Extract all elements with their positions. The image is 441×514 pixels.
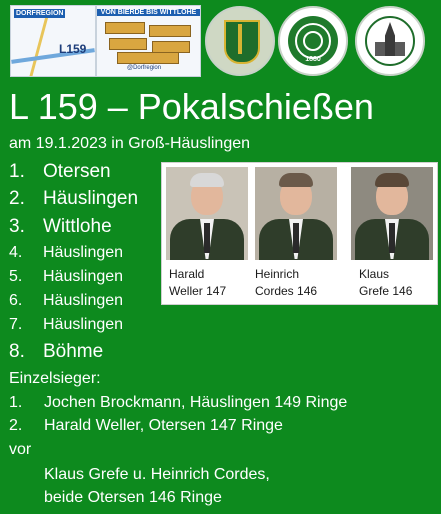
- individual-rank-number: 1.: [9, 394, 23, 411]
- ranking-item: [9, 316, 123, 334]
- rank-number: 4.: [9, 244, 23, 261]
- club-crest-wittlohe: [355, 6, 425, 76]
- rifle-icon: [238, 24, 242, 54]
- ranking-item: [9, 188, 138, 210]
- ranking-item: [9, 244, 123, 262]
- individual-heading: Einzelsieger:: [9, 370, 101, 387]
- photo-klaus-grefe: [351, 167, 433, 260]
- photo-tie: [204, 223, 210, 253]
- caption-first-name: Heinrich: [255, 267, 300, 281]
- signpost-sign: [117, 52, 179, 64]
- individual-second-place: Harald Weller, Otersen 147 Ringe: [44, 417, 283, 434]
- dorfregion-map-logo: [10, 5, 96, 77]
- club-crest-otersen: [278, 6, 348, 76]
- rank-number: 2.: [9, 188, 25, 209]
- rank-team: Häuslingen: [43, 188, 139, 209]
- signpost-sign: [109, 38, 147, 50]
- photo-caption: [169, 266, 226, 300]
- facebook-handle: @Dorfregion: [127, 65, 162, 71]
- club-crest-haeuslingen: [205, 6, 275, 76]
- photo-heinrich-cordes: [255, 167, 337, 260]
- rank-team: Häuslingen: [43, 292, 124, 309]
- rank-number: 8.: [9, 341, 25, 362]
- shield-icon: [224, 20, 260, 64]
- individual-first-place: Jochen Brockmann, Häuslingen 149 Ringe: [44, 394, 348, 411]
- caption-first-name: Harald: [169, 267, 205, 281]
- rank-number: 1.: [9, 161, 25, 182]
- photo-hair: [375, 173, 409, 187]
- photo-tie: [293, 223, 299, 253]
- photo-caption: [255, 266, 317, 300]
- rank-team: Böhme: [43, 341, 104, 362]
- banner-text: VON BIERDE BIS WITTLOHE: [97, 9, 200, 16]
- caption-name-score: Grefe 146: [359, 284, 413, 298]
- rank-team: Wittlohe: [43, 216, 112, 237]
- club-year: 1880: [305, 56, 321, 63]
- rank-number: 7.: [9, 316, 23, 333]
- dorfregion-label: DORFREGION: [16, 10, 64, 17]
- rank-team: Häuslingen: [43, 244, 124, 261]
- ranking-item: [9, 292, 123, 310]
- photo-hair: [190, 173, 224, 187]
- rank-team: Häuslingen: [43, 268, 124, 285]
- individual-before-label: vor: [9, 441, 32, 458]
- rank-number: 6.: [9, 292, 23, 309]
- caption-name-score: Weller 147: [169, 284, 227, 298]
- photo-tie: [389, 223, 395, 253]
- rank-number: 3.: [9, 216, 25, 237]
- rank-number: 5.: [9, 268, 23, 285]
- signpost-sign: [105, 22, 145, 34]
- target-ring: [303, 31, 323, 51]
- ranking-item: [9, 268, 123, 286]
- caption-first-name: Klaus: [359, 267, 390, 281]
- photo-harald-weller: [166, 167, 248, 260]
- rank-team: Otersen: [43, 161, 111, 182]
- rank-team: Häuslingen: [43, 316, 124, 333]
- event-subtitle: am 19.1.2023 in Groß-Häuslingen: [9, 135, 251, 152]
- page-title: L 159 – Pokalschießen: [9, 86, 374, 127]
- photo-hair: [279, 173, 313, 187]
- signpost-sign: [149, 25, 191, 37]
- individual-rank-number: 2.: [9, 417, 23, 434]
- signpost-logo: [96, 5, 201, 77]
- ranking-item: [9, 341, 103, 363]
- caption-name-score: Cordes 146: [255, 284, 318, 298]
- photo-caption: [359, 266, 412, 300]
- ranking-item: [9, 161, 111, 183]
- road-number: L159: [59, 42, 87, 56]
- logo-bar: [0, 0, 441, 82]
- ranking-item: [9, 216, 112, 238]
- individual-tie-line: beide Otersen 146 Ringe: [44, 489, 222, 506]
- winner-photos-panel: [161, 162, 438, 305]
- individual-tie-line: Klaus Grefe u. Heinrich Cordes,: [44, 466, 270, 483]
